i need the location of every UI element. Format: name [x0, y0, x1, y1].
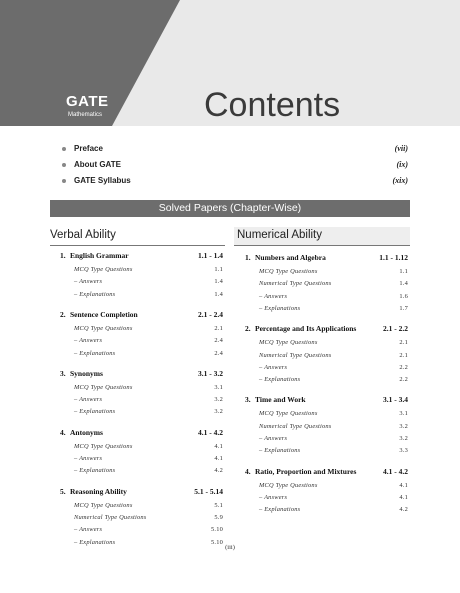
item-title: – Answers [74, 278, 103, 286]
item-page: 2.4 [214, 349, 223, 357]
bullet-icon [62, 147, 66, 151]
item-title: Numerical Type Questions [74, 513, 147, 521]
toc-item[interactable] [60, 453, 223, 464]
chapter-number: 3. [60, 368, 66, 378]
chapter-pages: 2.1 - 2.2 [383, 324, 408, 334]
item-page: 2.4 [214, 337, 223, 345]
item-page: 3.2 [214, 396, 223, 404]
page-number: (iii) [225, 544, 235, 551]
chapter-number: 4. [60, 427, 66, 437]
item-page: 3.1 [214, 383, 223, 391]
item-page: 5.9 [214, 513, 223, 521]
chapter-title: Percentage and Its Applications [255, 324, 357, 334]
chapter-pages: 1.1 - 1.4 [198, 251, 223, 260]
item-page: 1.4 [214, 290, 223, 298]
item-title: Numerical Type Questions [259, 351, 332, 359]
chapter-title: Reasoning Ability [70, 486, 127, 496]
chapter-title: English Grammar [70, 251, 129, 260]
item-title: – Explanations [74, 290, 116, 298]
chapter-title: Time and Work [255, 395, 306, 405]
item-title: – Answers [259, 435, 288, 442]
chapter-title: Numbers and Algebra [255, 253, 326, 262]
toc-item[interactable] [245, 445, 408, 456]
toc-item[interactable] [60, 382, 223, 393]
toc-item[interactable] [245, 266, 408, 277]
toc-item[interactable] [245, 421, 408, 432]
toc-chapter[interactable] [245, 394, 408, 405]
item-page: 1.7 [399, 304, 408, 312]
page-title: Contents [204, 86, 341, 124]
item-title: – Explanations [259, 376, 301, 384]
item-page: 4.1 [399, 481, 408, 489]
item-page: 4.1 [399, 493, 408, 501]
item-page: 1.4 [214, 278, 223, 286]
chapter-number: 1. [245, 253, 251, 262]
toc-item[interactable] [245, 492, 408, 503]
item-title: – Explanations [259, 447, 301, 455]
item-page: 2.2 [399, 376, 408, 384]
item-page: 4.2 [214, 467, 223, 475]
prelim-gate-syllabus[interactable] [62, 175, 408, 187]
section-heading-numerical: Numerical Ability [234, 227, 410, 246]
item-title: – Explanations [74, 349, 116, 357]
logo-subtitle: Mathematics [68, 112, 103, 118]
section-heading-verbal: Verbal Ability [50, 227, 225, 246]
toc-item[interactable] [60, 289, 223, 300]
toc-item[interactable] [245, 362, 408, 373]
prelim-label: Preface [74, 144, 103, 153]
toc-item[interactable] [60, 406, 223, 417]
toc-item[interactable] [245, 433, 408, 444]
item-page: 2.1 [399, 339, 408, 347]
item-title: MCQ Type Questions [74, 383, 133, 391]
chapter-pages: 4.1 - 4.2 [383, 466, 408, 476]
item-page: 4.2 [399, 506, 408, 514]
toc-chapter[interactable] [245, 323, 408, 334]
chapter-number: 5. [60, 486, 66, 496]
item-title: – Answers [74, 337, 103, 345]
item-title: MCQ Type Questions [74, 266, 133, 273]
chapter-number: 4. [245, 466, 251, 476]
toc-item[interactable] [60, 512, 223, 523]
prelim-page: (xix) [392, 176, 408, 185]
item-title: – Answers [259, 292, 288, 300]
item-page: 1.4 [399, 280, 408, 288]
prelim-label: GATE Syllabus [74, 176, 131, 185]
chapter-number: 1. [60, 251, 66, 260]
item-page: 5.10 [211, 538, 223, 546]
toc-item[interactable] [60, 348, 223, 359]
item-title: Numerical Type Questions [259, 280, 332, 288]
item-page: 2.2 [399, 363, 408, 371]
bullet-icon [62, 163, 66, 167]
toc-chapter[interactable] [245, 252, 408, 263]
item-page: 5.1 [214, 501, 223, 509]
item-page: 3.3 [399, 447, 408, 455]
chapter-pages: 2.1 - 2.4 [198, 309, 223, 319]
toc-chapter[interactable] [60, 486, 223, 497]
chapter-pages: 1.1 - 1.12 [379, 253, 408, 262]
item-title: – Explanations [74, 538, 116, 546]
item-page: 5.10 [211, 526, 223, 534]
chapter-number: 2. [245, 324, 251, 334]
chapter-title: Sentence Completion [70, 309, 138, 319]
item-page: 3.2 [214, 408, 223, 416]
item-title: – Explanations [74, 467, 116, 475]
toc-item[interactable] [60, 441, 223, 452]
bullet-icon [62, 179, 66, 183]
toc-item[interactable] [60, 323, 223, 334]
item-page: 3.2 [399, 435, 408, 442]
toc-item[interactable] [245, 374, 408, 385]
chapter-title: Synonyms [70, 368, 103, 378]
item-title: – Answers [259, 493, 288, 501]
item-title: MCQ Type Questions [259, 268, 318, 275]
toc-item[interactable] [60, 335, 223, 346]
item-title: MCQ Type Questions [74, 501, 133, 509]
chapter-pages: 4.1 - 4.2 [198, 427, 223, 437]
toc-item[interactable] [245, 408, 408, 419]
prelim-label: About GATE [74, 160, 121, 169]
prelim-about-gate[interactable] [62, 159, 408, 171]
item-title: – Answers [74, 455, 103, 462]
chapter-number: 2. [60, 309, 66, 319]
prelim-preface[interactable] [62, 143, 408, 155]
item-page: 1.1 [214, 266, 223, 273]
item-title: MCQ Type Questions [259, 339, 318, 347]
toc-item[interactable] [245, 337, 408, 348]
toc-item[interactable] [60, 394, 223, 405]
toc-item[interactable] [245, 291, 408, 302]
item-title: MCQ Type Questions [74, 324, 133, 332]
toc-item[interactable] [245, 303, 408, 314]
item-page: 4.1 [214, 442, 223, 450]
item-title: – Answers [74, 526, 103, 534]
item-page: 2.1 [399, 351, 408, 359]
solved-papers-banner: Solved Papers (Chapter-Wise) [50, 200, 410, 217]
item-title: MCQ Type Questions [259, 410, 318, 418]
toc-item[interactable] [245, 350, 408, 361]
chapter-title: Antonyms [70, 427, 103, 437]
prelim-page: (ix) [396, 160, 408, 169]
toc-chapter[interactable] [60, 309, 223, 320]
prelim-page: (vii) [394, 144, 408, 153]
toc-item[interactable] [60, 264, 223, 275]
toc-chapter[interactable] [60, 368, 223, 379]
chapter-pages: 3.1 - 3.4 [383, 395, 408, 405]
item-page: 1.6 [399, 292, 408, 300]
item-title: Numerical Type Questions [259, 422, 332, 430]
chapter-pages: 5.1 - 5.14 [194, 486, 223, 496]
toc-item[interactable] [245, 480, 408, 491]
item-title: MCQ Type Questions [259, 481, 318, 489]
toc-item[interactable] [60, 276, 223, 287]
logo-gate: GATE [66, 93, 109, 110]
item-title: MCQ Type Questions [74, 442, 133, 450]
toc-item[interactable] [245, 278, 408, 289]
toc-item[interactable] [60, 500, 223, 511]
chapter-pages: 3.1 - 3.2 [198, 368, 223, 378]
item-title: – Explanations [74, 408, 116, 416]
item-title: – Explanations [259, 304, 301, 312]
toc-chapter[interactable] [60, 250, 223, 261]
chapter-title: Ratio, Proportion and Mixtures [255, 466, 357, 476]
item-page: 3.2 [399, 422, 408, 430]
toc-item[interactable] [60, 524, 223, 535]
item-page: 2.1 [214, 324, 223, 332]
item-title: – Answers [259, 363, 288, 371]
toc-chapter[interactable] [245, 466, 408, 477]
item-title: – Answers [74, 396, 103, 404]
toc-chapter[interactable] [60, 427, 223, 438]
item-page: 3.1 [399, 410, 408, 418]
item-page: 4.1 [214, 455, 223, 462]
item-page: 1.1 [399, 268, 408, 275]
toc-item[interactable] [60, 465, 223, 476]
item-title: – Explanations [259, 506, 301, 514]
toc-item[interactable] [245, 504, 408, 515]
chapter-number: 3. [245, 395, 251, 405]
